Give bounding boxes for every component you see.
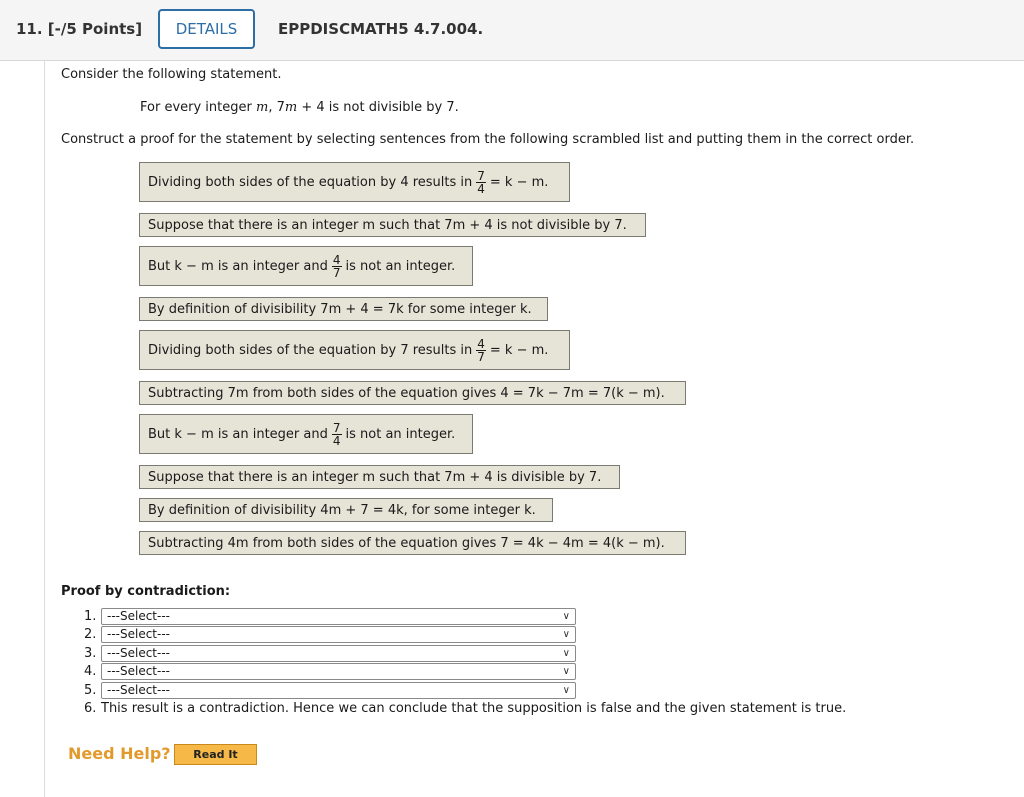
sentence-item[interactable]: Suppose that there is an integer m such that 7m + 4 is divisible by 7. [139,465,620,489]
step-number: 3. [84,646,97,661]
read-it-button[interactable]: Read It [174,744,257,765]
sentence-item[interactable]: But k − m is an integer and $\frac{4}{7}$ is not an integer. [139,246,473,286]
sentence-item[interactable]: Suppose that there is an integer m such that 7m + 4 is not divisible by 7. [139,213,646,237]
chevron-down-icon: ∨ [562,666,570,677]
step-select[interactable]: ---Select--- ∨ [101,663,576,680]
chevron-down-icon: ∨ [562,611,570,622]
step-number: 4. [84,664,97,679]
sentence-item[interactable]: But k − m is an integer and $\frac{7}{4}$ is not an integer. [139,414,473,454]
sentence-item[interactable]: Subtracting 7m from both sides of the equation gives 4 = 7k − 7m = 7(k − m). [139,381,686,405]
question-code: EPPDISCMATH5 4.7.004. [278,20,484,38]
content-divider [44,60,45,797]
fraction: $\frac{7}{4}$ [332,420,341,448]
proof-title: Proof by contradiction: [61,584,231,599]
final-step-text: This result is a contradiction. Hence we can conclude that the supposition is false and the given statement is true. [101,701,847,716]
step-number: 6. [84,701,97,716]
intro-text: Consider the following statement. [61,67,282,82]
sentence-item[interactable]: Dividing both sides of the equation by 4 results in $\frac{7}{4}$ = k − m. [139,162,570,202]
question-header [0,0,1024,61]
sentence-item[interactable]: Subtracting 4m from both sides of the equation gives 7 = 4k − 4m = 4(k − m). [139,531,686,555]
sentence-item[interactable]: By definition of divisibility 7m + 4 = 7k for some integer k. [139,297,548,321]
chevron-down-icon: ∨ [562,629,570,640]
chevron-down-icon: ∨ [562,685,570,696]
step-number: 5. [84,683,97,698]
points-label: 11. [-/5 Points] [16,20,143,38]
need-help-label: Need Help? [68,744,171,763]
fraction: $\frac{4}{7}$ [332,252,341,280]
chevron-down-icon: ∨ [562,648,570,659]
step-select[interactable]: ---Select--- ∨ [101,608,576,625]
step-select[interactable]: ---Select--- ∨ [101,682,576,699]
step-number: 1. [84,609,97,624]
statement-text: For every integer m, 7m + 4 is not divisible by 7. [140,100,459,115]
fraction: $\frac{4}{7}$ [477,336,485,364]
instruction-text: Construct a proof for the statement by selecting sentences from the following scrambled list and putting them in the correct order. [61,132,915,147]
step-number: 2. [84,627,97,642]
details-button[interactable]: DETAILS [158,9,255,49]
step-select[interactable]: ---Select--- ∨ [101,626,576,643]
sentence-item[interactable]: Dividing both sides of the equation by 7 results in $\frac{4}{7}$ = k − m. [139,330,570,370]
step-select[interactable]: ---Select--- ∨ [101,645,576,662]
fraction: $\frac{7}{4}$ [477,168,485,196]
sentence-item[interactable]: By definition of divisibility 4m + 7 = 4k, for some integer k. [139,498,553,522]
